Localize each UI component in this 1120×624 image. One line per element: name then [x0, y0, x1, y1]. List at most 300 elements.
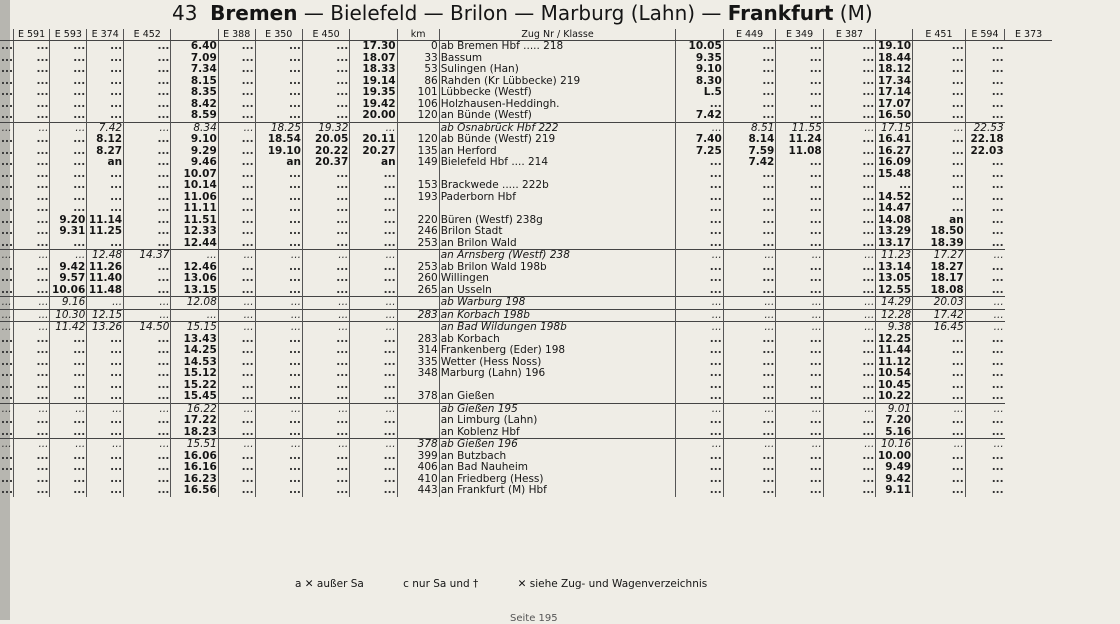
- time-cell: [218, 53, 255, 65]
- title-station-marburg: Marburg (Lahn): [540, 1, 696, 25]
- time-cell: [676, 203, 723, 215]
- time-cell: [13, 122, 50, 134]
- time-cell: 7.34: [171, 64, 218, 76]
- time-cell: [255, 309, 302, 322]
- row-lead-cell: [0, 368, 13, 380]
- time-cell: [723, 345, 776, 357]
- time-cell: [302, 345, 349, 357]
- row-lead-cell: [0, 157, 13, 169]
- time-cell: 16.23: [171, 474, 218, 486]
- time-cell: [124, 345, 171, 357]
- time-cell: [50, 192, 87, 204]
- time-cell: [13, 462, 50, 474]
- time-cell: [823, 334, 876, 346]
- km-cell: 378: [397, 391, 439, 403]
- time-cell: [124, 427, 171, 439]
- time-cell: [965, 451, 1004, 463]
- row-lead-cell: [0, 192, 13, 204]
- row-lead-cell: [0, 76, 13, 88]
- time-cell: [255, 169, 302, 181]
- time-cell: [50, 64, 87, 76]
- time-cell: [87, 192, 124, 204]
- time-cell: [965, 368, 1004, 380]
- time-cell: [350, 462, 397, 474]
- time-cell: 20.11: [350, 134, 397, 146]
- time-cell: [255, 238, 302, 250]
- time-cell: [913, 403, 966, 415]
- time-cell: 10.22: [876, 391, 913, 403]
- time-cell: [124, 368, 171, 380]
- page-title: 43 Bremen — Bielefeld — Brilon — Marburg (Lahn) — Frankfurt (M): [172, 1, 873, 25]
- time-cell: [965, 273, 1004, 285]
- time-cell: 11.51: [171, 215, 218, 227]
- station-cell: Bassum: [439, 53, 676, 65]
- title-station-bremen: Bremen: [210, 1, 298, 25]
- time-cell: [676, 273, 723, 285]
- time-cell: [255, 273, 302, 285]
- time-cell: [50, 250, 87, 262]
- km-cell: 106: [397, 99, 439, 111]
- row-lead-cell: [0, 99, 13, 111]
- time-cell: [124, 64, 171, 76]
- time-cell: [50, 169, 87, 181]
- time-cell: 16.06: [171, 451, 218, 463]
- time-cell: [350, 403, 397, 415]
- time-cell: [13, 110, 50, 122]
- time-cell: [87, 53, 124, 65]
- time-cell: [676, 485, 723, 497]
- row-lead-cell: [0, 262, 13, 274]
- time-cell: [965, 345, 1004, 357]
- header-cell: E 449: [723, 29, 776, 41]
- time-cell: [302, 391, 349, 403]
- time-cell: [87, 169, 124, 181]
- time-cell: [255, 462, 302, 474]
- time-cell: [913, 368, 966, 380]
- row-lead-cell: [0, 391, 13, 403]
- time-cell: [676, 169, 723, 181]
- time-cell: [50, 427, 87, 439]
- time-cell: [776, 357, 823, 369]
- km-cell: [397, 203, 439, 215]
- time-cell: 16.27: [876, 146, 913, 158]
- time-cell: [676, 474, 723, 486]
- time-cell: [218, 297, 255, 310]
- time-cell: [218, 64, 255, 76]
- time-cell: [913, 146, 966, 158]
- time-cell: [124, 439, 171, 451]
- table-row: [0, 157, 1100, 169]
- header-cell: [676, 29, 723, 41]
- time-cell: 9.46: [171, 157, 218, 169]
- time-cell: 7.42: [723, 157, 776, 169]
- station-cell: Holzhausen-Heddingh.: [439, 99, 676, 111]
- time-cell: [723, 169, 776, 181]
- time-cell: [50, 334, 87, 346]
- time-cell: [124, 203, 171, 215]
- time-cell: [13, 380, 50, 392]
- time-cell: [723, 203, 776, 215]
- header-cell: E 594: [965, 29, 1004, 41]
- time-cell: 9.42: [50, 262, 87, 274]
- time-cell: [302, 64, 349, 76]
- time-cell: 9.57: [50, 273, 87, 285]
- time-cell: 18.50: [913, 226, 966, 238]
- time-cell: 18.08: [913, 285, 966, 297]
- time-cell: [350, 451, 397, 463]
- time-cell: [87, 110, 124, 122]
- time-cell: L.5: [676, 87, 723, 99]
- time-cell: [302, 76, 349, 88]
- time-cell: [676, 357, 723, 369]
- time-cell: [965, 485, 1004, 497]
- time-cell: [13, 485, 50, 497]
- time-cell: 20.27: [350, 146, 397, 158]
- time-cell: 11.55: [776, 122, 823, 134]
- time-cell: [124, 146, 171, 158]
- time-cell: [13, 134, 50, 146]
- time-cell: [124, 53, 171, 65]
- table-row: [0, 226, 1100, 238]
- time-cell: [218, 368, 255, 380]
- time-cell: an: [255, 157, 302, 169]
- time-cell: [723, 474, 776, 486]
- table-row: [0, 273, 1100, 285]
- row-lead-cell: [0, 180, 13, 192]
- km-cell: 246: [397, 226, 439, 238]
- station-cell: Brilon Stadt: [439, 226, 676, 238]
- time-cell: [823, 53, 876, 65]
- time-cell: [965, 262, 1004, 274]
- time-cell: [913, 134, 966, 146]
- time-cell: [302, 87, 349, 99]
- station-cell: [439, 169, 676, 181]
- time-cell: [255, 41, 302, 53]
- time-cell: [255, 345, 302, 357]
- time-cell: 20.00: [350, 110, 397, 122]
- station-cell: an Frankfurt (M) Hbf: [439, 485, 676, 497]
- time-cell: 12.46: [171, 262, 218, 274]
- time-cell: [87, 87, 124, 99]
- station-cell: an Limburg (Lahn): [439, 415, 676, 427]
- time-cell: 14.52: [876, 192, 913, 204]
- time-cell: [723, 87, 776, 99]
- station-cell: Rahden (Kr Lübbecke) 219: [439, 76, 676, 88]
- time-cell: [776, 451, 823, 463]
- time-cell: [218, 122, 255, 134]
- time-cell: [218, 380, 255, 392]
- time-cell: [776, 215, 823, 227]
- time-cell: [218, 474, 255, 486]
- time-cell: [13, 41, 50, 53]
- time-cell: [776, 345, 823, 357]
- km-cell: 153: [397, 180, 439, 192]
- time-cell: [350, 250, 397, 262]
- time-cell: [13, 391, 50, 403]
- time-cell: [255, 334, 302, 346]
- time-cell: [776, 485, 823, 497]
- station-cell: Marburg (Lahn) 196: [439, 368, 676, 380]
- time-cell: [87, 357, 124, 369]
- time-cell: 11.08: [776, 146, 823, 158]
- time-cell: [255, 403, 302, 415]
- time-cell: [350, 192, 397, 204]
- time-cell: 7.59: [723, 146, 776, 158]
- time-cell: [913, 76, 966, 88]
- station-cell: Paderborn Hbf: [439, 192, 676, 204]
- time-cell: [218, 203, 255, 215]
- row-lead-cell: [0, 53, 13, 65]
- time-cell: [218, 439, 255, 451]
- time-cell: [255, 250, 302, 262]
- time-cell: [87, 334, 124, 346]
- time-cell: [965, 99, 1004, 111]
- time-cell: [965, 53, 1004, 65]
- time-cell: [255, 415, 302, 427]
- station-cell: an Friedberg (Hess): [439, 474, 676, 486]
- row-lead-cell: [0, 357, 13, 369]
- time-cell: [124, 215, 171, 227]
- time-cell: [823, 192, 876, 204]
- time-cell: 10.00: [876, 451, 913, 463]
- time-cell: [255, 64, 302, 76]
- time-cell: [350, 238, 397, 250]
- time-cell: [124, 262, 171, 274]
- time-cell: [965, 157, 1004, 169]
- table-row: [0, 451, 1100, 463]
- table-row: [0, 238, 1100, 250]
- time-cell: 13.26: [87, 322, 124, 334]
- time-cell: [350, 215, 397, 227]
- time-cell: 17.30: [350, 41, 397, 53]
- time-cell: 9.10: [676, 64, 723, 76]
- time-cell: [776, 415, 823, 427]
- title-station-brilon: Brilon: [449, 1, 508, 25]
- time-cell: 11.26: [87, 262, 124, 274]
- row-lead-cell: [0, 134, 13, 146]
- time-cell: [723, 297, 776, 310]
- km-cell: 399: [397, 451, 439, 463]
- time-cell: [50, 146, 87, 158]
- time-cell: [913, 427, 966, 439]
- time-cell: [350, 203, 397, 215]
- table-number: 43: [172, 1, 198, 25]
- header-cell: [171, 29, 218, 41]
- time-cell: [13, 53, 50, 65]
- time-cell: [350, 226, 397, 238]
- time-cell: [776, 309, 823, 322]
- row-lead-cell: [0, 122, 13, 134]
- km-cell: [397, 403, 439, 415]
- time-cell: [255, 474, 302, 486]
- time-cell: [913, 380, 966, 392]
- table-row: [0, 41, 1100, 53]
- time-cell: 17.42: [913, 309, 966, 322]
- time-cell: [876, 180, 913, 192]
- time-cell: [676, 250, 723, 262]
- time-cell: 8.59: [171, 110, 218, 122]
- time-cell: [218, 403, 255, 415]
- row-lead-cell: [0, 309, 13, 322]
- time-cell: [776, 439, 823, 451]
- station-cell: Büren (Westf) 238g: [439, 215, 676, 227]
- time-cell: [913, 64, 966, 76]
- time-cell: [50, 439, 87, 451]
- time-cell: [87, 485, 124, 497]
- time-cell: [13, 87, 50, 99]
- time-cell: [823, 110, 876, 122]
- time-cell: [676, 415, 723, 427]
- time-cell: [913, 203, 966, 215]
- time-cell: 17.34: [876, 76, 913, 88]
- row-lead-cell: [0, 169, 13, 181]
- time-cell: [218, 285, 255, 297]
- time-cell: [965, 474, 1004, 486]
- time-cell: [965, 180, 1004, 192]
- row-lead-cell: [0, 285, 13, 297]
- header-cell: E 593: [50, 29, 87, 41]
- row-lead-cell: [0, 439, 13, 451]
- time-cell: 15.12: [171, 368, 218, 380]
- time-cell: [50, 368, 87, 380]
- page-number: Seite 195: [510, 613, 558, 624]
- row-lead-cell: [0, 415, 13, 427]
- header-cell: E 452: [124, 29, 171, 41]
- time-cell: [302, 262, 349, 274]
- time-cell: [723, 215, 776, 227]
- time-cell: [676, 380, 723, 392]
- time-cell: 14.37: [124, 250, 171, 262]
- time-cell: [302, 226, 349, 238]
- km-cell: 253: [397, 262, 439, 274]
- time-cell: [218, 427, 255, 439]
- time-cell: 12.55: [876, 285, 913, 297]
- row-lead-cell: [0, 273, 13, 285]
- time-cell: [913, 451, 966, 463]
- time-cell: [218, 357, 255, 369]
- time-cell: [965, 462, 1004, 474]
- time-cell: [723, 451, 776, 463]
- station-cell: Frankenberg (Eder) 198: [439, 345, 676, 357]
- time-cell: [723, 64, 776, 76]
- time-cell: [124, 391, 171, 403]
- station-cell: Sulingen (Han): [439, 64, 676, 76]
- table-row: [0, 87, 1100, 99]
- time-cell: [776, 192, 823, 204]
- time-cell: [87, 403, 124, 415]
- time-cell: [218, 41, 255, 53]
- time-cell: [171, 250, 218, 262]
- table-row: [0, 391, 1100, 403]
- time-cell: [50, 122, 87, 134]
- time-cell: [913, 157, 966, 169]
- time-cell: 19.10: [876, 41, 913, 53]
- time-cell: [823, 169, 876, 181]
- time-cell: [823, 157, 876, 169]
- time-cell: [965, 322, 1004, 334]
- station-cell: an Korbach 198b: [439, 309, 676, 322]
- time-cell: [913, 122, 966, 134]
- time-cell: [676, 309, 723, 322]
- time-cell: [823, 146, 876, 158]
- time-cell: [13, 403, 50, 415]
- time-cell: [965, 203, 1004, 215]
- time-cell: [124, 99, 171, 111]
- time-cell: 9.42: [876, 474, 913, 486]
- time-cell: 17.07: [876, 99, 913, 111]
- time-cell: [218, 110, 255, 122]
- header-cell: [350, 29, 397, 41]
- time-cell: [776, 334, 823, 346]
- table-row: [0, 122, 1100, 134]
- station-cell: ab Gießen 196: [439, 439, 676, 451]
- time-cell: [823, 415, 876, 427]
- header-cell: E 451: [913, 29, 966, 41]
- time-cell: [218, 226, 255, 238]
- time-cell: [350, 122, 397, 134]
- time-cell: 8.15: [171, 76, 218, 88]
- time-cell: 12.33: [171, 226, 218, 238]
- time-cell: [302, 41, 349, 53]
- time-cell: [302, 474, 349, 486]
- time-cell: [350, 309, 397, 322]
- time-cell: 11.14: [87, 215, 124, 227]
- time-cell: 16.56: [171, 485, 218, 497]
- time-cell: 16.50: [876, 110, 913, 122]
- time-cell: [255, 368, 302, 380]
- table-row: [0, 403, 1100, 415]
- time-cell: [302, 368, 349, 380]
- row-lead-cell: [0, 250, 13, 262]
- row-lead-cell: [0, 41, 13, 53]
- time-cell: [350, 391, 397, 403]
- time-cell: [302, 357, 349, 369]
- km-cell: [397, 250, 439, 262]
- station-cell: an Butzbach: [439, 451, 676, 463]
- time-cell: [776, 297, 823, 310]
- time-cell: [823, 451, 876, 463]
- time-cell: [823, 226, 876, 238]
- time-cell: [723, 76, 776, 88]
- time-cell: [218, 134, 255, 146]
- station-cell: an Bünde (Westf): [439, 110, 676, 122]
- time-cell: [87, 76, 124, 88]
- time-cell: 8.35: [171, 87, 218, 99]
- time-cell: 11.24: [776, 134, 823, 146]
- time-cell: [350, 345, 397, 357]
- table-row: [0, 474, 1100, 486]
- time-cell: [218, 76, 255, 88]
- table-row: [0, 415, 1100, 427]
- footnote-sign: ✕ siehe Zug- und Wagenverzeichnis: [517, 578, 708, 590]
- row-lead-cell: [0, 215, 13, 227]
- time-cell: [124, 41, 171, 53]
- time-cell: [823, 87, 876, 99]
- time-cell: 15.45: [171, 391, 218, 403]
- time-cell: 14.25: [171, 345, 218, 357]
- time-cell: [302, 297, 349, 310]
- time-cell: [50, 41, 87, 53]
- time-cell: [302, 427, 349, 439]
- time-cell: [218, 322, 255, 334]
- time-cell: 19.42: [350, 99, 397, 111]
- time-cell: [776, 380, 823, 392]
- table-row: [0, 462, 1100, 474]
- km-cell: 335: [397, 357, 439, 369]
- time-cell: 22.53: [965, 122, 1004, 134]
- time-cell: [255, 180, 302, 192]
- time-cell: 11.48: [87, 285, 124, 297]
